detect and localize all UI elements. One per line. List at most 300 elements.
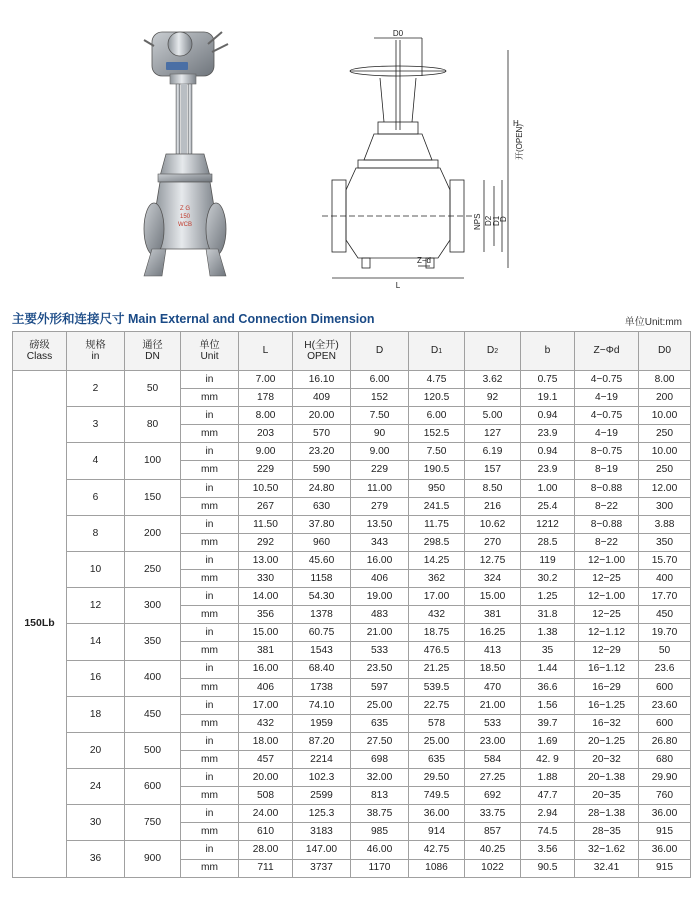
value-cell: 250 [639, 461, 691, 479]
body-mark-2: 150 [179, 214, 191, 220]
size-cell: 16 [67, 660, 125, 696]
dn-cell: 450 [125, 696, 181, 732]
value-cell: 28.5 [521, 533, 575, 551]
value-cell: 450 [639, 606, 691, 624]
value-cell: 432 [409, 606, 465, 624]
header-class: 磅级 Class [13, 332, 67, 371]
value-cell: 3183 [293, 823, 351, 841]
section-title: 主要外形和连接尺寸 Main External and Connection Dimension [12, 312, 375, 326]
value-cell: 23.00 [465, 732, 521, 750]
value-cell: 1.88 [521, 769, 575, 787]
dn-cell: 750 [125, 805, 181, 841]
value-cell: 8.00 [239, 407, 293, 425]
value-cell: 20.00 [293, 407, 351, 425]
size-cell: 14 [67, 624, 125, 660]
value-cell: 40.25 [465, 841, 521, 859]
value-cell: 1.56 [521, 696, 575, 714]
unit-cell: mm [181, 425, 239, 443]
table-row [13, 696, 691, 714]
value-cell: 300 [639, 497, 691, 515]
value-cell: 362 [409, 570, 465, 588]
value-cell: 0.94 [521, 443, 575, 461]
size-cell: 20 [67, 732, 125, 768]
unit-cell: in [181, 769, 239, 787]
value-cell: 21.00 [465, 696, 521, 714]
label-d: D [499, 216, 508, 222]
value-cell: 356 [239, 606, 293, 624]
table-row [13, 588, 691, 606]
header-unit: 单位 Unit [181, 332, 239, 371]
dn-cell: 500 [125, 732, 181, 768]
value-cell: 28−35 [575, 823, 639, 841]
value-cell: 16.10 [293, 371, 351, 389]
unit-cell: mm [181, 606, 239, 624]
value-cell: 680 [639, 750, 691, 768]
value-cell: 10.00 [639, 443, 691, 461]
value-cell: 1022 [465, 859, 521, 877]
label-d1: D1 [492, 215, 501, 226]
value-cell: 400 [639, 570, 691, 588]
value-cell: 17.00 [409, 588, 465, 606]
value-cell: 760 [639, 787, 691, 805]
value-cell: 20−1.38 [575, 769, 639, 787]
value-cell: 25.00 [351, 696, 409, 714]
unit-cell: in [181, 443, 239, 461]
value-cell: 127 [465, 425, 521, 443]
value-cell: 381 [465, 606, 521, 624]
value-cell: 23.50 [351, 660, 409, 678]
body-mark-3: WCB [178, 222, 192, 228]
label-h: H [513, 119, 519, 128]
value-cell: 23.9 [521, 461, 575, 479]
value-cell: 1.38 [521, 624, 575, 642]
value-cell: 13.00 [239, 551, 293, 569]
value-cell: 11.00 [351, 479, 409, 497]
value-cell: 533 [465, 714, 521, 732]
value-cell: 33.75 [465, 805, 521, 823]
dn-cell: 400 [125, 660, 181, 696]
value-cell: 20−1.25 [575, 732, 639, 750]
value-cell: 343 [351, 533, 409, 551]
label-l: L [395, 281, 401, 290]
dn-cell: 80 [125, 407, 181, 443]
value-cell: 46.00 [351, 841, 409, 859]
value-cell: 350 [639, 533, 691, 551]
value-cell: 8−0.88 [575, 479, 639, 497]
value-cell: 813 [351, 787, 409, 805]
value-cell: 8−0.88 [575, 515, 639, 533]
unit-cell: in [181, 371, 239, 389]
value-cell: 330 [239, 570, 293, 588]
value-cell: 3.62 [465, 371, 521, 389]
unit-cell: mm [181, 642, 239, 660]
label-z-d: Z−d [416, 256, 432, 265]
value-cell: 279 [351, 497, 409, 515]
value-cell: 533 [351, 642, 409, 660]
value-cell: 32.00 [351, 769, 409, 787]
value-cell: 7.50 [409, 443, 465, 461]
value-cell: 157 [465, 461, 521, 479]
value-cell: 4−19 [575, 425, 639, 443]
unit-cell: in [181, 551, 239, 569]
value-cell: 960 [293, 533, 351, 551]
value-cell: 10.50 [239, 479, 293, 497]
class-cell: 150Lb [13, 371, 67, 878]
header-d0: D0 [639, 332, 691, 371]
value-cell: 20−35 [575, 787, 639, 805]
size-cell: 10 [67, 551, 125, 587]
value-cell: 24.00 [239, 805, 293, 823]
value-cell: 8.50 [465, 479, 521, 497]
unit-cell: mm [181, 533, 239, 551]
value-cell: 28.00 [239, 841, 293, 859]
value-cell: 1.44 [521, 660, 575, 678]
value-cell: 16−32 [575, 714, 639, 732]
value-cell: 4.75 [409, 371, 465, 389]
value-cell: 857 [465, 823, 521, 841]
unit-cell: mm [181, 859, 239, 877]
value-cell: 20−32 [575, 750, 639, 768]
value-cell: 11.75 [409, 515, 465, 533]
value-cell: 298.5 [409, 533, 465, 551]
value-cell: 914 [409, 823, 465, 841]
value-cell: 711 [239, 859, 293, 877]
value-cell: 413 [465, 642, 521, 660]
section-title-row [12, 309, 688, 327]
table-row [13, 407, 691, 425]
value-cell: 92 [465, 389, 521, 407]
value-cell: 590 [293, 461, 351, 479]
value-cell: 25.00 [409, 732, 465, 750]
unit-cell: mm [181, 461, 239, 479]
unit-cell: in [181, 660, 239, 678]
size-cell: 4 [67, 443, 125, 479]
value-cell: 1.25 [521, 588, 575, 606]
table-header-row [13, 332, 691, 371]
unit-cell: in [181, 696, 239, 714]
value-cell: 1959 [293, 714, 351, 732]
dn-cell: 100 [125, 443, 181, 479]
dimension-table [12, 331, 691, 878]
header-d: D [351, 332, 409, 371]
valve-photo [130, 14, 260, 282]
unit-cell: in [181, 805, 239, 823]
value-cell: 476.5 [409, 642, 465, 660]
value-cell: 324 [465, 570, 521, 588]
value-cell: 119 [521, 551, 575, 569]
value-cell: 12−1.00 [575, 551, 639, 569]
value-cell: 30.2 [521, 570, 575, 588]
value-cell: 1378 [293, 606, 351, 624]
value-cell: 570 [293, 425, 351, 443]
value-cell: 4−0.75 [575, 371, 639, 389]
value-cell: 1543 [293, 642, 351, 660]
value-cell: 11.50 [239, 515, 293, 533]
value-cell: 47.7 [521, 787, 575, 805]
value-cell: 8−0.75 [575, 443, 639, 461]
value-cell: 10.00 [639, 407, 691, 425]
value-cell: 915 [639, 823, 691, 841]
value-cell: 7.50 [351, 407, 409, 425]
value-cell: 152 [351, 389, 409, 407]
header-z: Z−Φd [575, 332, 639, 371]
value-cell: 27.50 [351, 732, 409, 750]
value-cell: 27.25 [465, 769, 521, 787]
value-cell: 200 [639, 389, 691, 407]
value-cell: 4−0.75 [575, 407, 639, 425]
value-cell: 692 [465, 787, 521, 805]
value-cell: 31.8 [521, 606, 575, 624]
value-cell: 54.30 [293, 588, 351, 606]
value-cell: 24.80 [293, 479, 351, 497]
value-cell: 270 [465, 533, 521, 551]
value-cell: 3.88 [639, 515, 691, 533]
value-cell: 216 [465, 497, 521, 515]
unit-cell: mm [181, 678, 239, 696]
value-cell: 6.00 [409, 407, 465, 425]
value-cell: 23.60 [639, 696, 691, 714]
value-cell: 578 [409, 714, 465, 732]
value-cell: 16.00 [351, 551, 409, 569]
value-cell: 9.00 [351, 443, 409, 461]
value-cell: 610 [239, 823, 293, 841]
value-cell: 16.00 [239, 660, 293, 678]
dn-cell: 200 [125, 515, 181, 551]
value-cell: 15.00 [239, 624, 293, 642]
label-d0: D0 [392, 30, 404, 38]
unit-cell: in [181, 588, 239, 606]
value-cell: 0.94 [521, 407, 575, 425]
unit-cell: in [181, 624, 239, 642]
value-cell: 1170 [351, 859, 409, 877]
value-cell: 381 [239, 642, 293, 660]
value-cell: 8−22 [575, 533, 639, 551]
value-cell: 19.1 [521, 389, 575, 407]
value-cell: 45.60 [293, 551, 351, 569]
table-row [13, 805, 691, 823]
header-b: b [521, 332, 575, 371]
value-cell: 4−19 [575, 389, 639, 407]
value-cell: 409 [293, 389, 351, 407]
value-cell: 3.56 [521, 841, 575, 859]
unit-cell: in [181, 479, 239, 497]
value-cell: 1212 [521, 515, 575, 533]
unit-cell: in [181, 515, 239, 533]
dn-cell: 900 [125, 841, 181, 877]
value-cell: 35 [521, 642, 575, 660]
value-cell: 8−19 [575, 461, 639, 479]
value-cell: 5.00 [465, 407, 521, 425]
value-cell: 26.80 [639, 732, 691, 750]
value-cell: 749.5 [409, 787, 465, 805]
value-cell: 6.00 [351, 371, 409, 389]
size-cell: 3 [67, 407, 125, 443]
value-cell: 21.25 [409, 660, 465, 678]
table-row [13, 371, 691, 389]
value-cell: 6.19 [465, 443, 521, 461]
value-cell: 2.94 [521, 805, 575, 823]
dn-cell: 600 [125, 769, 181, 805]
header-dn: 通径 DN [125, 332, 181, 371]
value-cell: 12−25 [575, 570, 639, 588]
unit-cell: mm [181, 497, 239, 515]
value-cell: 23.9 [521, 425, 575, 443]
value-cell: 16.25 [465, 624, 521, 642]
unit-cell: mm [181, 570, 239, 588]
value-cell: 21.00 [351, 624, 409, 642]
size-cell: 2 [67, 371, 125, 407]
value-cell: 635 [351, 714, 409, 732]
table-row [13, 624, 691, 642]
value-cell: 74.10 [293, 696, 351, 714]
value-cell: 12.00 [639, 479, 691, 497]
value-cell: 125.3 [293, 805, 351, 823]
value-cell: 1.00 [521, 479, 575, 497]
value-cell: 36.00 [639, 805, 691, 823]
value-cell: 457 [239, 750, 293, 768]
value-cell: 17.70 [639, 588, 691, 606]
value-cell: 22.75 [409, 696, 465, 714]
value-cell: 698 [351, 750, 409, 768]
value-cell: 985 [351, 823, 409, 841]
value-cell: 29.50 [409, 769, 465, 787]
value-cell: 36.6 [521, 678, 575, 696]
label-nps: NPS [473, 213, 482, 230]
value-cell: 90 [351, 425, 409, 443]
table-row [13, 841, 691, 859]
value-cell: 470 [465, 678, 521, 696]
table-row [13, 551, 691, 569]
unit-cell: mm [181, 787, 239, 805]
size-cell: 30 [67, 805, 125, 841]
size-cell: 24 [67, 769, 125, 805]
header-h: H(全开) OPEN [293, 332, 351, 371]
value-cell: 1158 [293, 570, 351, 588]
value-cell: 267 [239, 497, 293, 515]
value-cell: 508 [239, 787, 293, 805]
value-cell: 12−1.12 [575, 624, 639, 642]
table-body [13, 371, 691, 878]
value-cell: 16−1.12 [575, 660, 639, 678]
size-cell: 18 [67, 696, 125, 732]
value-cell: 630 [293, 497, 351, 515]
value-cell: 190.5 [409, 461, 465, 479]
value-cell: 14.00 [239, 588, 293, 606]
value-cell: 152.5 [409, 425, 465, 443]
value-cell: 37.80 [293, 515, 351, 533]
value-cell: 7.00 [239, 371, 293, 389]
size-cell: 12 [67, 588, 125, 624]
table-row [13, 443, 691, 461]
value-cell: 50 [639, 642, 691, 660]
value-cell: 15.70 [639, 551, 691, 569]
value-cell: 28−1.38 [575, 805, 639, 823]
value-cell: 42. 9 [521, 750, 575, 768]
value-cell: 20.00 [239, 769, 293, 787]
value-cell: 0.75 [521, 371, 575, 389]
value-cell: 18.00 [239, 732, 293, 750]
value-cell: 584 [465, 750, 521, 768]
dn-cell: 250 [125, 551, 181, 587]
header-d1: D1 [409, 332, 465, 371]
table-row [13, 515, 691, 533]
value-cell: 25.4 [521, 497, 575, 515]
value-cell: 241.5 [409, 497, 465, 515]
value-cell: 15.00 [465, 588, 521, 606]
value-cell: 12−25 [575, 606, 639, 624]
value-cell: 87.20 [293, 732, 351, 750]
unit-cell: in [181, 407, 239, 425]
value-cell: 120.5 [409, 389, 465, 407]
value-cell: 32−1.62 [575, 841, 639, 859]
value-cell: 1086 [409, 859, 465, 877]
value-cell: 38.75 [351, 805, 409, 823]
value-cell: 13.50 [351, 515, 409, 533]
body-mark-1: Z G [180, 206, 190, 212]
value-cell: 9.00 [239, 443, 293, 461]
label-h-open: 开(OPEN) [515, 124, 524, 160]
size-cell: 6 [67, 479, 125, 515]
value-cell: 19.00 [351, 588, 409, 606]
value-cell: 2599 [293, 787, 351, 805]
value-cell: 12.75 [465, 551, 521, 569]
value-cell: 203 [239, 425, 293, 443]
value-cell: 635 [409, 750, 465, 768]
value-cell: 32.41 [575, 859, 639, 877]
value-cell: 68.40 [293, 660, 351, 678]
value-cell: 8−22 [575, 497, 639, 515]
value-cell: 1738 [293, 678, 351, 696]
value-cell: 90.5 [521, 859, 575, 877]
value-cell: 39.7 [521, 714, 575, 732]
value-cell: 23.6 [639, 660, 691, 678]
table-row [13, 769, 691, 787]
value-cell: 12−1.00 [575, 588, 639, 606]
dn-cell: 300 [125, 588, 181, 624]
label-d2: D2 [484, 215, 493, 226]
value-cell: 597 [351, 678, 409, 696]
value-cell: 229 [351, 461, 409, 479]
value-cell: 147.00 [293, 841, 351, 859]
header-l: L [239, 332, 293, 371]
unit-cell: mm [181, 823, 239, 841]
unit-cell: mm [181, 714, 239, 732]
value-cell: 229 [239, 461, 293, 479]
value-cell: 12−29 [575, 642, 639, 660]
value-cell: 539.5 [409, 678, 465, 696]
value-cell: 10.62 [465, 515, 521, 533]
value-cell: 600 [639, 678, 691, 696]
value-cell: 36.00 [409, 805, 465, 823]
unit-cell: mm [181, 389, 239, 407]
value-cell: 16−1.25 [575, 696, 639, 714]
value-cell: 915 [639, 859, 691, 877]
size-cell: 8 [67, 515, 125, 551]
value-cell: 406 [351, 570, 409, 588]
value-cell: 42.75 [409, 841, 465, 859]
value-cell: 8.00 [639, 371, 691, 389]
value-cell: 292 [239, 533, 293, 551]
value-cell: 74.5 [521, 823, 575, 841]
value-cell: 2214 [293, 750, 351, 768]
size-cell: 36 [67, 841, 125, 877]
header-size: 规格 in [67, 332, 125, 371]
value-cell: 14.25 [409, 551, 465, 569]
value-cell: 23.20 [293, 443, 351, 461]
dn-cell: 150 [125, 479, 181, 515]
valve-drawing [318, 30, 548, 292]
value-cell: 60.75 [293, 624, 351, 642]
